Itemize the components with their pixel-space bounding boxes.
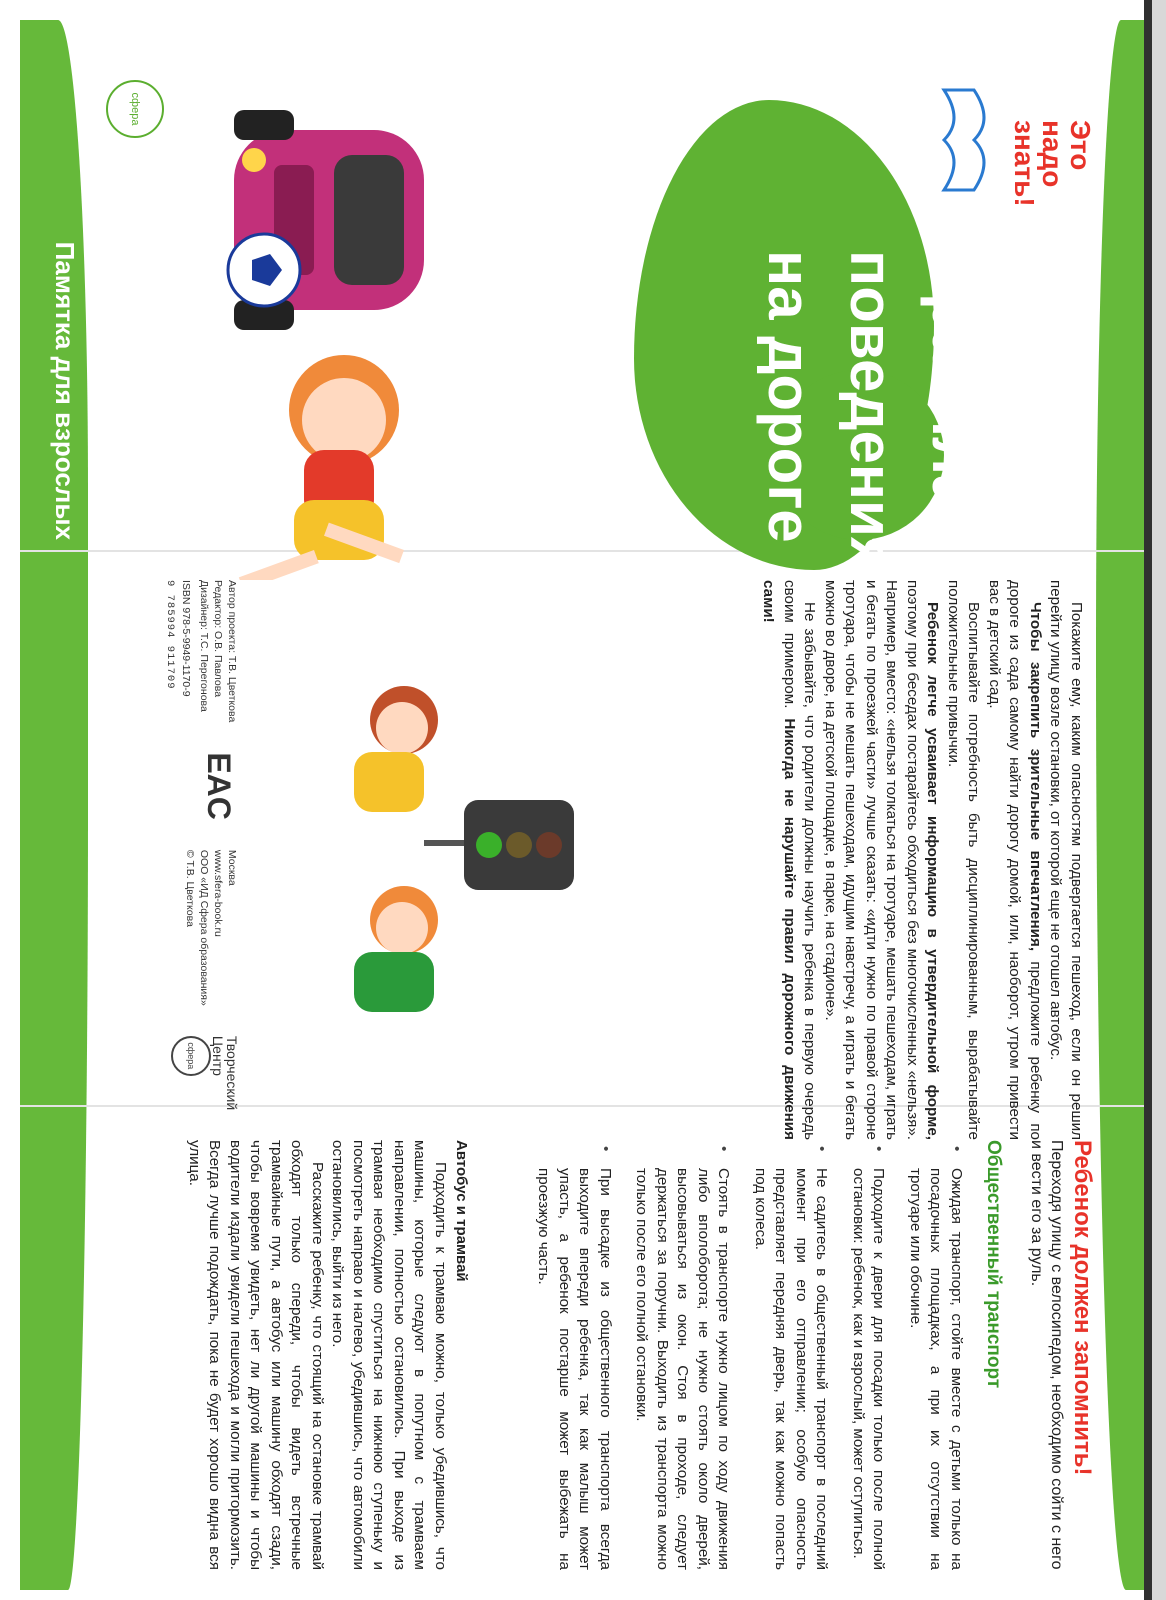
brochure-sheet [20,20,1144,1590]
transport-rules-list [517,1140,966,1570]
know-badge: Это надо знать! [1009,120,1096,207]
list-item: • При высадке из общественного транспорта всегда выходите впереди ребенка, так как малыш может упасть, а ребенок постарше может выбежать на проезжую часть. [533,1140,615,1570]
list-item: • Не садитесь в общественный транспорт в последний момент при его отправлении; особую опасность представляет передняя дверь, так как можно попасть под колеса. [750,1140,832,1570]
panel-title: Ребенок должен запомнить! [1069,1140,1096,1476]
list-item: • Ожидая транспорт, стойте вместе с детьми только на посадочных площадках, а при их отсутствии на тротуаре или обочине. [905,1140,967,1570]
section-heading: Общественный транспорт [983,1140,1004,1389]
sphere-logo: сфера [106,80,164,138]
eac-mark: EAC [201,752,237,820]
girl-illustration [174,340,494,580]
paragraph: Ребенок легче усваивает информацию в утвердительной форме, поэтому при беседах постарайтесь обходиться без многочисленных «нельзя». Например, вместо: «нельзя толкаться на тротуаре, мешать пешеходам, играть и бегать по проезжей части» лучше сказать: «идти нужно по правой стороне тротуара, чтобы не мешать пешеходам, идущим навстречу, а играть и бегать можно во дворе, на детской площадке, в парке, на стадионе». [822,580,942,1140]
open-book-icon [934,80,1034,200]
paragraph: Подходить к трамваю можно, только убедившись, что машины, которые следуют в попутном с трамваем направлении, полностью остановились. При выходе из трамвая необходимо спуститься на нижнюю ступеньку и посмотреть направо и налево, убедившись, что автомобили остановились, выйти из него. [329,1140,449,1570]
paragraph: Покажите ему, каким опасностям подвергается пешеход, если он решил перейти улицу возле остановки, от которой еще не отошел автобус. [1047,580,1085,1140]
paragraph: Не забывайте, что родители должны научить ребенка в первую очередь своим примером. Никогда не нарушайте правил дорожного движения сами! [760,580,819,1141]
brochure-canvas [20,20,1144,1590]
cover-title: Правила поведения на дороге [756,250,987,572]
child-yellow-dress-illustration [284,680,464,820]
scan-shadow [1144,0,1152,1600]
paragraph: Чтобы закрепить зрительные впечатления, предложите ребенку по дороге из сада самому найти дорогу домой, или, наоборот, утром привести вас в детский сад. [986,580,1044,1140]
list-item: • Подходите к двери для посадки только после полной остановки: ребенок, как и взрослый, может оступиться. [848,1140,889,1570]
green-border-top [1096,20,1144,1590]
cover-subtitle: Памятка для взрослых [50,241,80,540]
credits-right: Москва www.sfera-book.ru ООО «ИД Сфера образования» © Т.В. Цветкова [184,849,238,1006]
paragraph: Расскажите ребенку, что стоящий на остановке трамвай обходят только спереди, чтобы видеть встречные трамвайные пути, а автобус или машину обходят сзади, чтобы вовремя увидеть, нет ли другой машины и чтобы водители издали увидели пешехода и могли притормозить. Всегда лучше подождать, пока не будет хорошо видна вся улица. [186,1140,326,1570]
credits-block [163,580,239,1180]
bus-tram-text [184,1140,451,1570]
soccer-ball-illustration [224,230,304,310]
middle-text [758,580,1086,1140]
child-green-dress-illustration [264,880,464,1020]
barcode: 9 785994 911709 [164,580,176,690]
panel-subtitle: Переходя улицу с велосипедом, необходимо сойти с него и вести его за руль. [1028,1140,1065,1570]
bus-tram-heading: Автобус и трамвай [453,1140,470,1282]
list-item: • Стоять в транспорте нужно лицом по ходу движения либо вполоборота; не нужно стоять около дверей, высовываться из окон. Стоя в проходе, следует держаться за поручни. Выходить из транспорта можно только после его полной остановки. [631,1140,734,1570]
paragraph: Воспитывайте потребность быть дисциплинированным, вырабатывайте положительные привычки. [945,580,983,1140]
publisher-logo: Творческий Центр сфера [163,1036,239,1110]
credits-left: Автор проекта: Т.В. Цветкова Редактор: О.В. Павлова Дизайнер: Т.С. Перегонова ISBN 978-5-9949-1170-9 9 785994 911709 [164,580,238,723]
